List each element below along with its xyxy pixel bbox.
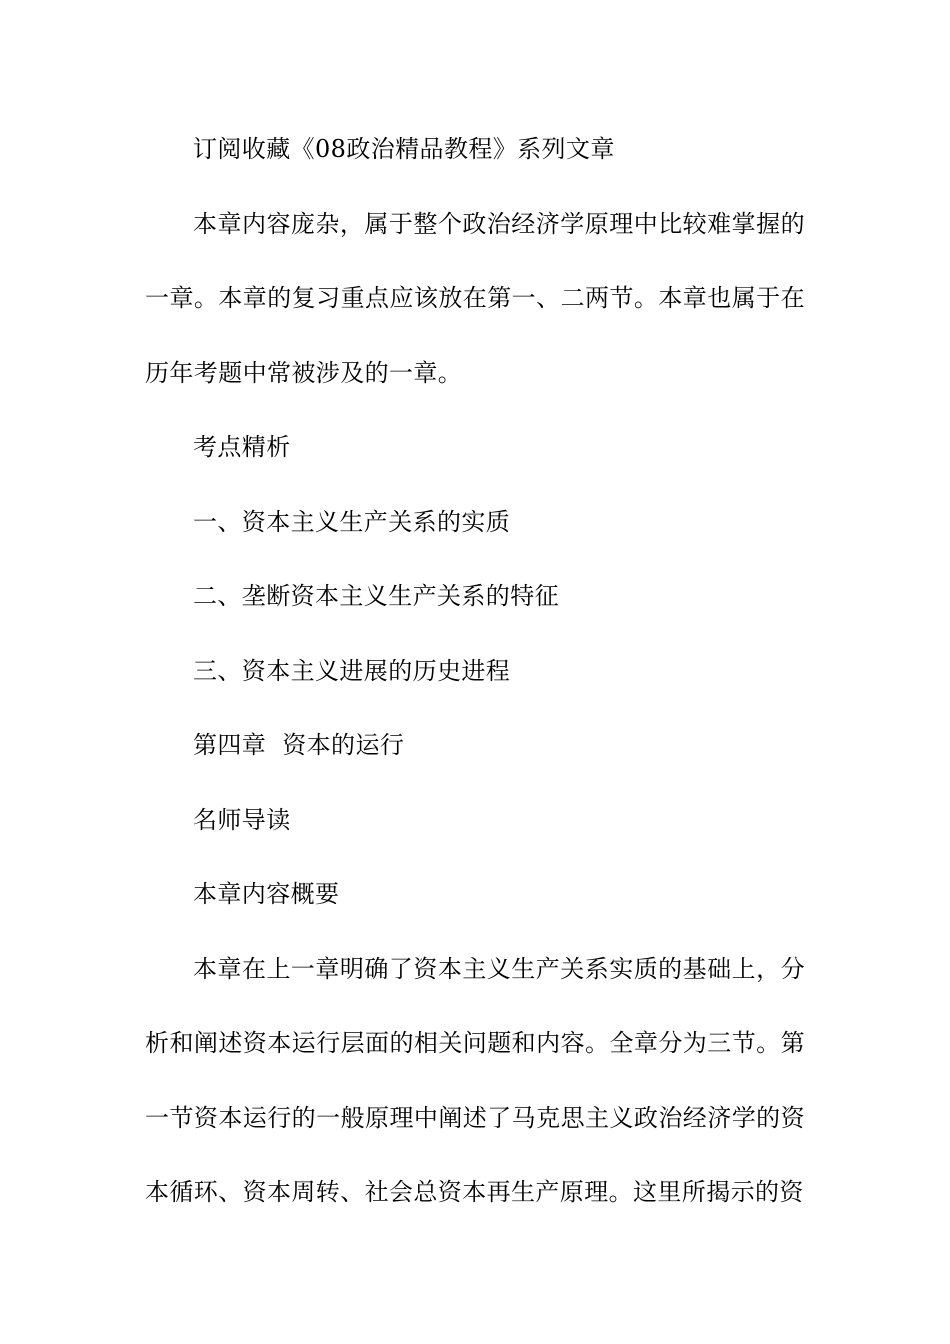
section-heading-key-points: 考点精析 [193, 433, 291, 461]
subscription-line: 订阅收藏《08政治精品教程》系列文章 [193, 135, 615, 163]
chapter-intro-paragraph: 本章内容庞杂，属于整个政治经济学原理中比较难掌握的一章。本章的复习重点应该放在第一、二两节。本章也属于在历年考题中常被涉及的一章。 [145, 209, 805, 387]
section-heading-summary: 本章内容概要 [193, 880, 340, 908]
key-point-3: 三、资本主义进展的历史进程 [193, 656, 511, 685]
key-point-1: 一、资本主义生产关系的实质 [193, 507, 511, 536]
section-heading-guide: 名师导读 [193, 805, 291, 834]
chapter-title: 第四章 资本的运行 [193, 731, 405, 759]
chapter-summary-paragraph: 本章在上一章明确了资本主义生产关系实质的基础上，分析和阐述资本运行层面的相关问题和内容。全章分为三节。第一节资本运行的一般原理中阐述了马克思主义政治经济学的资本循环、资本周转、社会总资本再生产原理。这里所揭示的资 [145, 954, 805, 1206]
key-point-2: 二、垄断资本主义生产关系的特征 [193, 582, 559, 610]
document-body [145, 112, 805, 1230]
